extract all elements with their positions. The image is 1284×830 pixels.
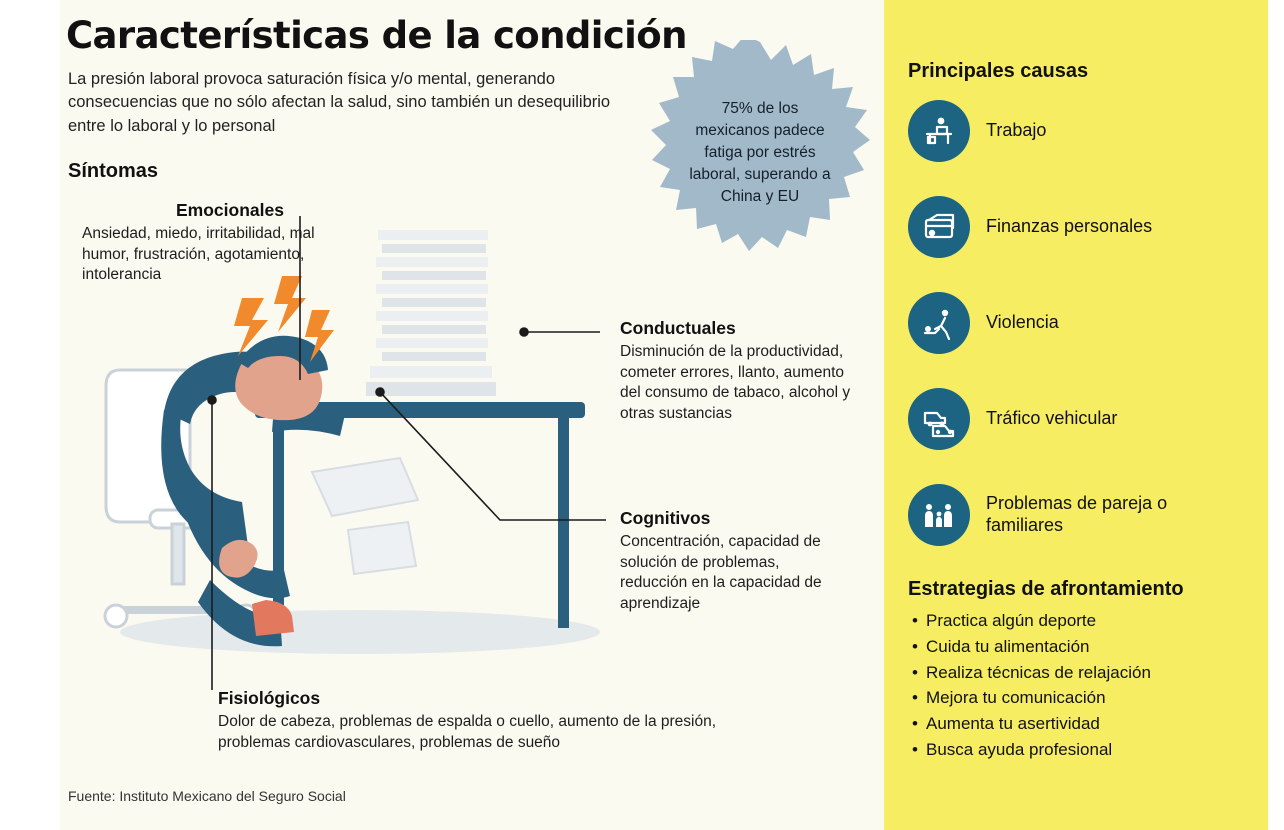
callout-body-cognitivos: Concentración, capacidad de solución de problemas, reducción en la capacidad de aprendizaje: [620, 533, 822, 612]
page-title: Características de la condición: [66, 14, 687, 57]
list-item: • Realiza técnicas de relajación: [910, 660, 1250, 686]
callout-heading-cognitivos: Cognitivos: [620, 508, 711, 528]
cause-label: Finanzas personales: [986, 216, 1153, 237]
list-item: • Practica algún deporte: [910, 608, 1250, 634]
violence-icon: [908, 292, 970, 354]
cause-label: Tráfico vehicular: [986, 408, 1118, 429]
callout-heading-fisiologicos: Fisiológicos: [218, 688, 321, 708]
causes-title: Principales causas: [908, 60, 1089, 82]
cars-icon: [908, 388, 970, 450]
cause-label: Violencia: [986, 312, 1059, 333]
strategies-title: Estrategias de afrontamiento: [908, 578, 1184, 600]
left-white-margin: [0, 0, 60, 830]
symptoms-section-label: Síntomas: [68, 160, 159, 182]
cause-item-trabajo: [908, 100, 1046, 162]
strategies-list: [910, 608, 1250, 763]
desk: [255, 402, 585, 628]
cause-item-violencia: [908, 292, 1059, 354]
cause-item-pareja-familia: [908, 484, 1176, 546]
callout-body-fisiologicos: Dolor de cabeza, problemas de espalda o cuello, aumento de la presión, problemas cardiovasculares, problemas de sueño: [218, 713, 717, 751]
desk-worker-icon: [908, 100, 970, 162]
list-item: • Cuida tu alimentación: [910, 634, 1250, 660]
floor-shadow: [120, 610, 600, 654]
credit-card-icon: [908, 196, 970, 258]
loose-papers: [312, 458, 418, 574]
list-item: • Mejora tu comunicación: [910, 685, 1250, 711]
cause-label: Problemas de pareja o familiares: [986, 493, 1168, 535]
cause-item-trafico: [908, 388, 1117, 450]
page-subtitle: La presión laboral provoca saturación física y/o mental, generando consecuencias que no sólo afectan la salud, sino también un desequilibrio entre lo laboral y lo personal: [68, 70, 611, 135]
callout-body-conductuales: Disminución de la productividad, cometer errores, llanto, aumento del consumo de tabaco, alcohol y otras sustancias: [620, 343, 851, 422]
list-item: • Aumenta tu asertividad: [910, 711, 1250, 737]
statistic-badge-text: 75% de los mexicanos padece fatiga por estrés laboral, superando a China y EU: [689, 100, 831, 205]
stressed-person: [161, 336, 346, 647]
callout-body-emocionales: Ansiedad, miedo, irritabilidad, mal humor, frustración, agotamiento, intolerancia: [82, 225, 315, 284]
cause-label: Trabajo: [986, 120, 1047, 141]
sidebar-panel: [884, 0, 1284, 830]
source-credit: Fuente: Instituto Mexicano del Seguro Social: [68, 788, 346, 804]
list-item: • Busca ayuda profesional: [910, 737, 1250, 763]
callout-heading-emocionales: Emocionales: [176, 200, 284, 220]
callout-heading-conductuales: Conductuales: [620, 318, 736, 338]
paper-stack: [366, 230, 496, 396]
cause-item-finanzas: [908, 196, 1152, 258]
family-icon: [908, 484, 970, 546]
